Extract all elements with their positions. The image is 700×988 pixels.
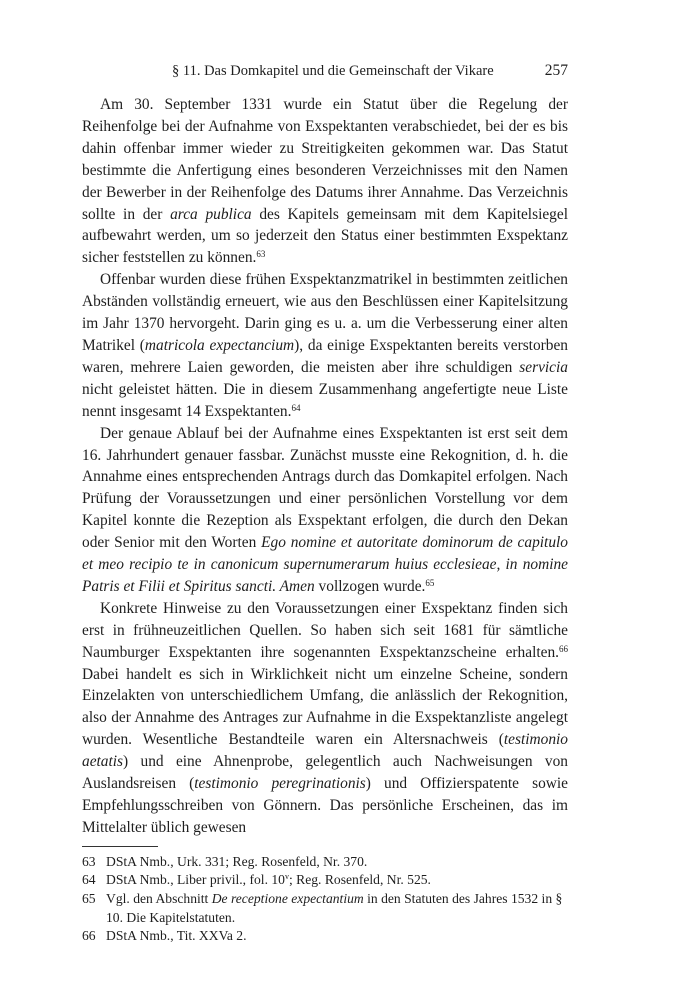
footnote	[82, 853, 568, 872]
footnote	[82, 927, 568, 946]
footnote-text	[106, 927, 568, 946]
italic-text: servicia	[519, 358, 568, 376]
text-run: Am 30. September 1331 wurde ein Statut über die Regelung der Reihenfolge bei der Aufnahme von Exspektanten verabschiedet, bei der es bis dahin offenbar immer wieder zu Streitigkeiten gekommen war. Das Statut bestimmte die Anfertigung eines besonderen Verzeichnisses mit den Namen der Bewerber in der Reihenfolge des Datums ihrer Annahme. Das Verzeichnis sollte in der	[82, 96, 568, 223]
footnote-reference: 64	[291, 402, 301, 413]
footnote-number: 65	[82, 891, 96, 906]
text-run: vollzogen wurde.	[314, 577, 426, 595]
body-text	[82, 94, 568, 839]
footnote-reference: 66	[559, 643, 568, 654]
text-run: Offenbar wurden diese frühen Exspektanzmatrikel in bestimmten zeitlichen Abständen vollständig erneuert, wie aus den Beschlüssen einer Kapitelsitzung im Jahr 1370 hervorgeht. Darin ging es u. a. um die Verbesserung einer alten Matrikel (	[82, 271, 568, 354]
italic-text: matricola expectancium	[144, 336, 295, 354]
text-run: ) und eine Ahnenprobe, gelegentlich auch Nachweisungen von Auslandsreisen (	[82, 753, 568, 793]
footnote-number: 66	[82, 928, 96, 944]
italic-text: arca publica	[170, 205, 252, 223]
footnote-text	[106, 853, 568, 872]
text-run: des Kapitels gemeinsam mit dem Kapitelsiegel aufbewahrt werden, um so jederzeit den Status einer bestimmten Exspektanz sicher feststellen zu können.	[82, 205, 568, 267]
text-run: Der genaue Ablauf bei der Aufnahme eines Exspektanten ist erst seit dem 16. Jahrhundert genauer fassbar. Zunächst musste eine Rekognition, d. h. die Annahme eines entsprechenden Antrags durch das Domkapitel erfolgen. Nach Prüfung der Voraussetzungen und einer persönlichen Vorstellung vor dem Kapitel konnte die Rezeption als Exspektant erfolgen, die durch den Dekan oder Senior mit den Worten	[82, 424, 568, 552]
paragraph	[82, 269, 568, 422]
text-run: Dabei handelt es sich in Wirklichkeit nicht um einzelne Scheine, sondern Einzelakten von unterschiedlichem Umfang, die anlässlich der Rekognition, also der Annahme des Antrages zur Aufnahme in die Exspektanzliste angelegt wurden. Wesentliche Bestandteile waren ein Altersnachweis (	[82, 665, 568, 749]
footnote-divider	[82, 846, 158, 847]
book-page	[82, 60, 568, 946]
superscript-text: v	[284, 872, 289, 882]
running-title: § 11. Das Domkapitel und die Gemeinschaft der Vikare	[172, 63, 494, 79]
footnote-reference: 63	[256, 249, 266, 260]
page-header	[82, 60, 568, 82]
footnotes	[82, 853, 568, 946]
text-run: in den Statuten des Jahres 1532 in § 10. Die Kapitelstatuten.	[106, 891, 563, 925]
footnote-number: 64	[82, 872, 96, 888]
footnote-number: 63	[82, 853, 96, 869]
text-run: ) und Offizierspatente sowie Empfehlungsschreiben von Gönnern. Das persönliche Erscheinen, das im Mittelalter üblich gewesen	[82, 775, 569, 836]
italic-text: De receptione expectantium	[211, 891, 364, 906]
text-run: Vgl. den Abschnitt	[106, 891, 212, 906]
page-number: 257	[544, 62, 568, 79]
footnote-text	[106, 871, 568, 890]
paragraph	[82, 423, 568, 598]
text-run: ; Reg. Rosenfeld, Nr. 525.	[288, 872, 431, 888]
text-run: Konkrete Hinweise zu den Voraussetzungen einer Exspektanz finden sich erst in frühneuzeitlichen Quellen. So haben sich seit 1681 für sämtliche Naumburger Exspektanten ihre sogenannten Exspektanzscheine erhalten.	[82, 599, 568, 661]
text-run: ), da einige Exspektanten bereits verstorben waren, mehrere Laien geworden, die meisten aber ihre schuldigen	[82, 336, 568, 376]
footnote-text	[106, 890, 568, 927]
text-run: DStA Nmb., Liber privil., fol. 10	[106, 872, 285, 888]
italic-text: testimonio peregrinationis	[194, 775, 366, 793]
footnote-reference: 65	[425, 577, 435, 588]
italic-text: Ego nomine et autoritate dominorum de capitulo et meo recipio te in canonicum supernumerarum huius ecclesieae, in nomine Patris et Filii et Spiritus sancti. Amen	[82, 534, 568, 595]
text-run: DStA Nmb., Tit. XXVa 2.	[106, 928, 247, 944]
footnote	[82, 890, 568, 927]
italic-text: testimonio aetatis	[82, 731, 568, 771]
paragraph	[82, 598, 568, 839]
paragraph	[82, 94, 568, 269]
text-run: nicht geleistet hätten. Die in diesem Zusammenhang angefertigte neue Liste nennt insgesamt 14 Exspektanten.	[82, 380, 568, 420]
footnote	[82, 871, 568, 890]
text-run: DStA Nmb., Urk. 331; Reg. Rosenfeld, Nr. 370.	[106, 853, 368, 869]
